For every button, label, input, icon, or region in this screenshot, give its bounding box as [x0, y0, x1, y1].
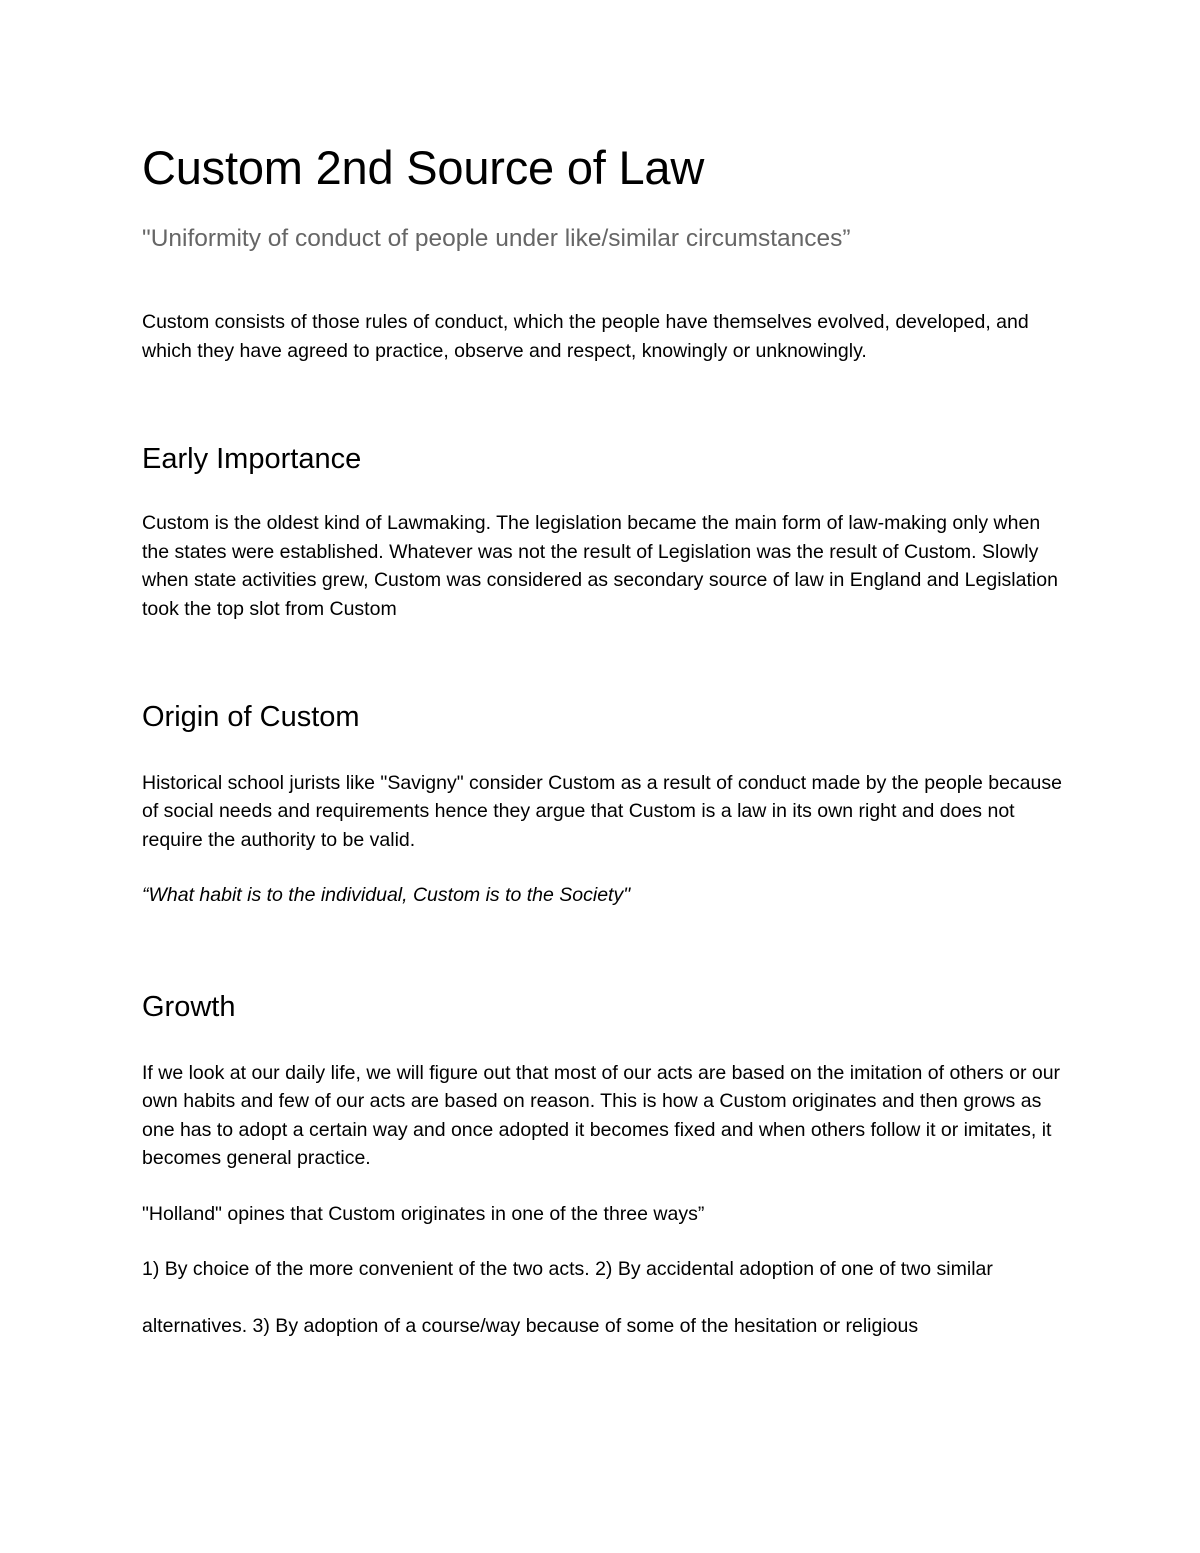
document-title: Custom 2nd Source of Law: [142, 141, 705, 194]
ways-paragraph-1: 1) By choice of the more convenient of the two acts. 2) By accidental adoption of one of two similar: [142, 1258, 993, 1281]
intro-paragraph: Custom consists of those rules of conduct, which the people have themselves evolved, developed, and which they have agreed to practice, observe and respect, knowingly or unknowingly.: [142, 311, 1029, 362]
document-subtitle: "Uniformity of conduct of people under like/similar circumstances”: [142, 225, 851, 253]
origin-of-custom-paragraph: Historical school jurists like "Savigny" consider Custom as a result of conduct made by the people because of social needs and requirements hence they argue that Custom is a law in its own right and does not require the authority to be valid.: [142, 771, 1062, 851]
growth-paragraph: If we look at our daily life, we will figure out that most of our acts are based on the imitation of others or our own habits and few of our acts are based on reason. This is how a Custom originates and then grows as one has to adopt a certain way and once adopted it becomes fixed and when others follow it or imitates, it becomes general practice.: [142, 1061, 1061, 1170]
heading-early-importance: Early Importance: [142, 443, 362, 476]
early-importance-paragraph: Custom is the oldest kind of Lawmaking. The legislation became the main form of law-making only when the states were established. Whatever was not the result of Legislation was the result of Custom. Slowly when state activities grew, Custom was considered as secondary source of law in England and Legislation took the top slot from Custom: [142, 512, 1058, 620]
document-body: [142, 140, 1072, 1340]
holland-paragraph: "Holland" opines that Custom originates in one of the three ways”: [142, 1202, 705, 1225]
heading-origin-of-custom: Origin of Custom: [142, 701, 360, 734]
origin-quote: “What habit is to the individual, Custom is to the Society": [142, 884, 631, 907]
ways-paragraph-2: alternatives. 3) By adoption of a course/way because of some of the hesitation or religious: [142, 1314, 919, 1337]
heading-growth: Growth: [142, 990, 236, 1023]
